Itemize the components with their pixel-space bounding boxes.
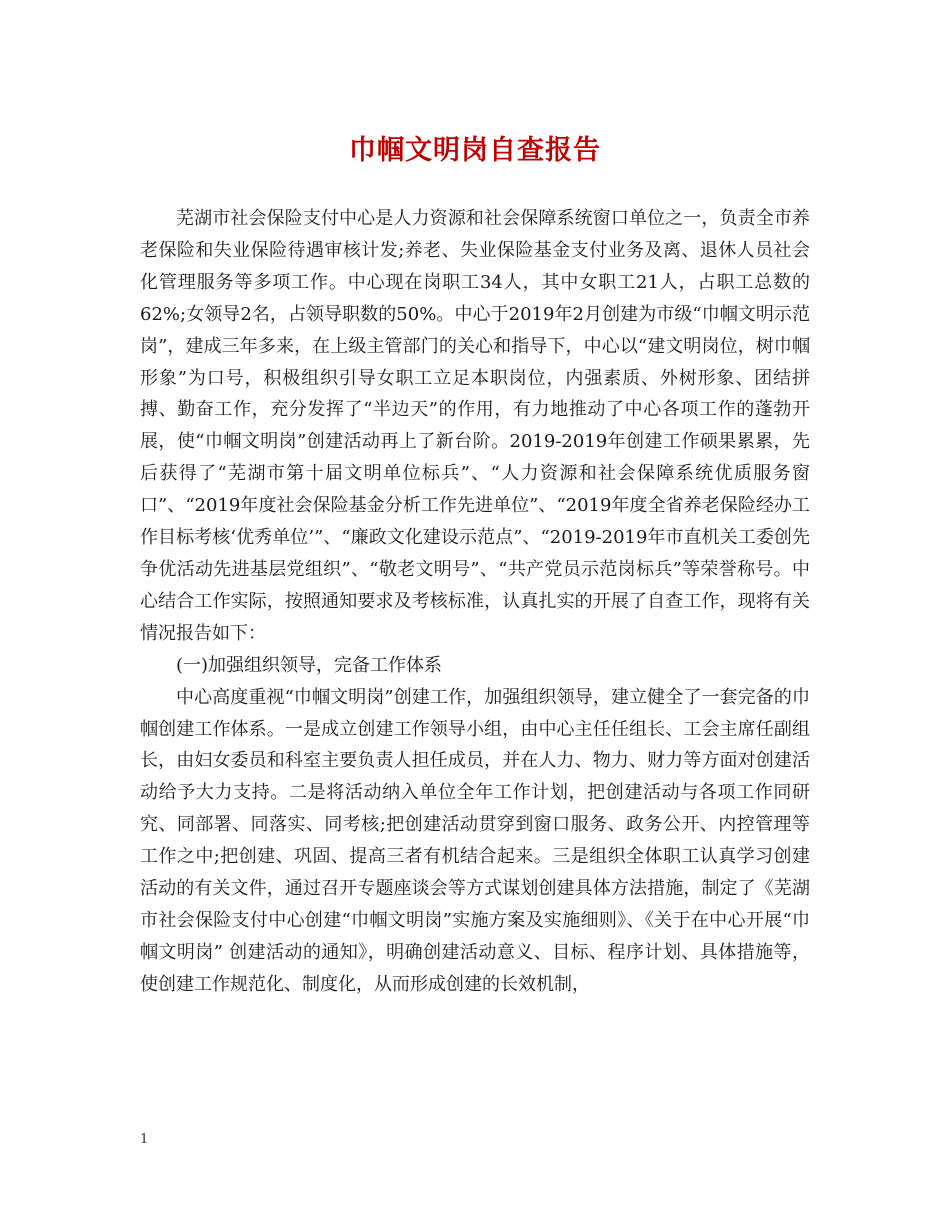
document-title: 巾帼文明岗自查报告 — [349, 135, 601, 166]
section-heading: (一)加强组织领导，完备工作体系 — [176, 654, 443, 676]
section-paragraph: 中心高度重视“巾帼文明岗”创建工作，加强组织领导，建立健全了一套完备的巾帼创建工作体系。一是成立创建工作领导小组，由中心主任任组长、工会主席任副组长，由妇女委员和科室主要负责人担任成员，并在人力、物力、财力等方面对创建活动给予大力支持。二是将活动纳入单位全年工作计划，把创建活动与各项工作同研究、同部署、同落实、同考核;把创建活动贯穿到窗口服务、政务公开、内控管理等工作之中;把创建、巩固、提高三者有机结合起来。三是组织全体职工认真学习创建活动的有关文件，通过召开专题座谈会等方式谋划创建具体方法措施，制定了《芜湖市社会保险支付中心创建“巾帼文明岗”实施方案及实施细则》、《关于在中心开展“巾帼文明岗” 创建活动的通知》，明确创建活动意义、目标、程序计划、具体措施等，使创建工作规范化、制度化，从而形成创建的长效机制， — [140, 686, 810, 995]
intro-paragraph: 芜湖市社会保险支付中心是人力资源和社会保障系统窗口单位之一，负责全市养老保险和失业保险待遇审核计发;养老、失业保险基金支付业务及离、退休人员社会化管理服务等多项工作。中心现在岗职工34人，其中女职工21人，占职工总数的62%;女领导2名，占领导职数的50%。中心于2019年2月创建为市级“巾帼文明示范岗”，建成三年多来，在上级主管部门的关心和指导下，中心以“建文明岗位，树巾帼形象”为口号，积极组织引导女职工立足本职岗位，内强素质、外树形象、团结拼搏、勤奋工作，充分发挥了“半边天”的作用，有力地推动了中心各项工作的蓬勃开展，使“巾帼文明岗”创建活动再上了新台阶。2019-2019年创建工作硕果累累，先后获得了“芜湖市第十届文明单位标兵”、“人力资源和社会保障系统优质服务窗口”、“2019年度社会保险基金分析工作先进单位”、“2019年度全省养老保险经办工作目标考核‘优秀单位’”、“廉政文化建设示范点”、“2019-2019年市直机关工委创先争优活动先进基层党组织”、“敬老文明号”、“共产党员示范岗标兵”等荣誉称号。中心结合工作实际，按照通知要求及考核标准，认真扎实的开展了自查工作，现将有关情况报告如下： — [140, 208, 810, 644]
document-body — [140, 203, 810, 1001]
page-number: 1 — [140, 1132, 149, 1147]
